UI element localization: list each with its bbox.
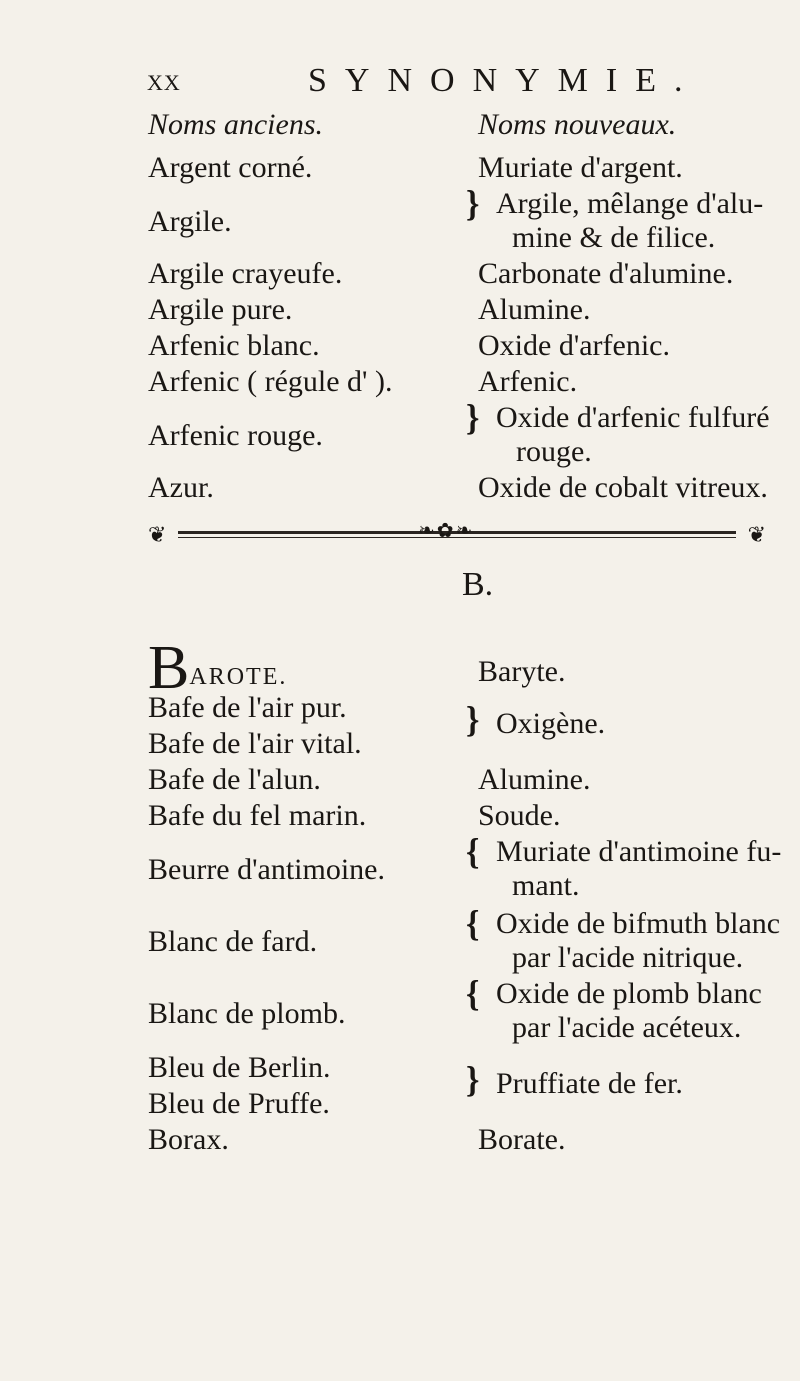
old-name: Bafe de l'air pur.	[148, 691, 347, 724]
old-name: Argile crayeufe.	[148, 257, 343, 290]
old-name: Borax.	[148, 1123, 229, 1156]
column-heading-old-names: Noms anciens.	[148, 108, 323, 141]
new-name: Soude.	[478, 799, 561, 832]
new-name: Oxide d'arfenic fulfuré	[496, 401, 770, 434]
brace-icon: }	[466, 700, 480, 741]
drop-cap-letter: B	[148, 634, 190, 702]
brace-icon: {	[466, 832, 480, 873]
old-name-first	[148, 634, 288, 702]
brace-icon: {	[466, 904, 480, 945]
brace-icon: }	[466, 184, 480, 225]
old-name: Arfenic ( régule d' ).	[148, 365, 393, 398]
old-name: Bafe de l'alun.	[148, 763, 321, 796]
new-name-continuation: mant.	[512, 869, 580, 902]
new-name: Oxigène.	[496, 707, 606, 740]
old-name: Beurre d'antimoine.	[148, 853, 385, 886]
new-name-continuation: par l'acide nitrique.	[512, 941, 744, 974]
fleuron-icon: ❦	[148, 522, 167, 547]
page-header	[0, 62, 800, 102]
fleuron-icon: ❦	[747, 522, 766, 547]
old-name: Blanc de fard.	[148, 925, 318, 958]
new-name: Oxide d'arfenic.	[478, 329, 670, 362]
new-name: Muriate d'antimoine fu-	[496, 835, 782, 868]
new-name: Oxide de cobalt vitreux.	[478, 471, 768, 504]
old-name: Arfenic blanc.	[148, 329, 320, 362]
new-name-continuation: mine & de filice.	[512, 221, 716, 254]
old-name-rest: AROTE.	[189, 664, 288, 690]
new-name-continuation: rouge.	[516, 435, 592, 468]
new-name: Carbonate d'alumine.	[478, 257, 734, 290]
column-heading-new-names: Noms nouveaux.	[478, 108, 677, 141]
brace-icon: {	[466, 974, 480, 1015]
page-number: XX	[147, 70, 181, 95]
brace-icon: }	[466, 1060, 480, 1101]
new-name: Oxide de plomb blanc	[496, 977, 762, 1010]
old-name: Azur.	[148, 471, 214, 504]
old-name: Blanc de plomb.	[148, 997, 346, 1030]
new-name: Borate.	[478, 1123, 566, 1156]
new-name: Alumine.	[478, 763, 591, 796]
brace-icon: }	[466, 398, 480, 439]
new-name: Arfenic.	[478, 365, 578, 398]
new-name: Alumine.	[478, 293, 591, 326]
running-title: SYNONYMIE.	[308, 62, 701, 99]
old-name: Argent corné.	[148, 151, 313, 184]
old-name: Bafe du fel marin.	[148, 799, 367, 832]
new-name: Pruffiate de fer.	[496, 1067, 683, 1100]
new-name: Oxide de bifmuth blanc	[496, 907, 781, 940]
old-name: Bleu de Berlin.	[148, 1051, 331, 1084]
new-name: Baryte.	[478, 655, 566, 688]
new-name: Muriate d'argent.	[478, 151, 683, 184]
section-letter: B.	[462, 566, 494, 603]
old-name: Bleu de Pruffe.	[148, 1087, 330, 1120]
ornament-center-icon: ❧✿❧	[418, 520, 475, 542]
new-name: Argile, mêlange d'alu-	[496, 187, 764, 220]
old-name: Argile.	[148, 205, 232, 238]
old-name: Argile pure.	[148, 293, 293, 326]
old-name: Bafe de l'air vital.	[148, 727, 362, 760]
old-name: Arfenic rouge.	[148, 419, 323, 452]
ornamental-divider	[148, 520, 766, 547]
new-name-continuation: par l'acide acéteux.	[512, 1011, 742, 1044]
